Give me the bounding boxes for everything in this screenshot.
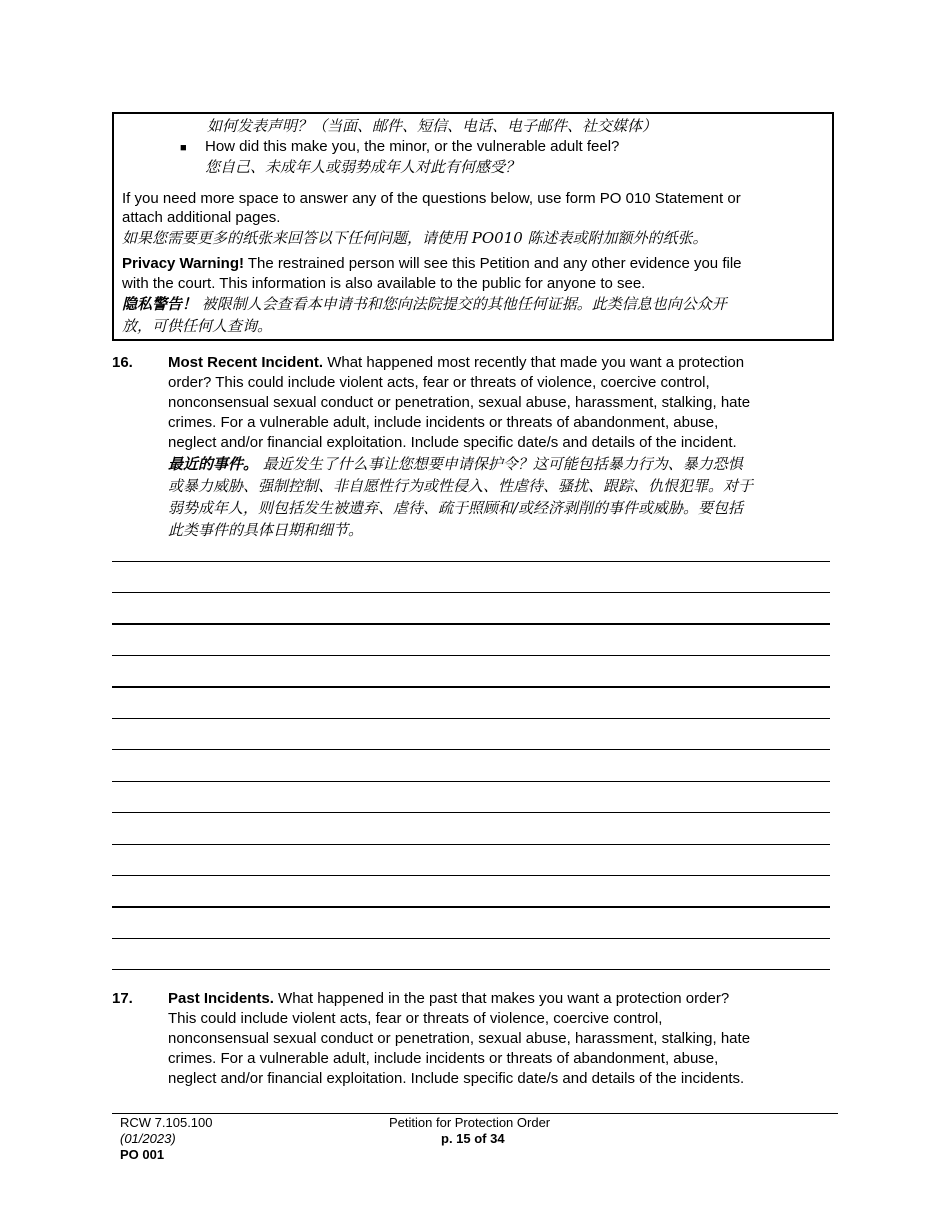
privacy-warning-2: with the court. This information is also available to the public for anyone to see. [122, 275, 646, 292]
bullet-icon: ■ [180, 142, 187, 154]
footer-form-id: PO 001 [120, 1147, 165, 1162]
feel-question-zh: 您自己、未成年人或弱势成年人对此有何感受？ [205, 158, 521, 176]
privacy-warning-zh-2: 放，可供任何人查询。 [122, 317, 273, 335]
answer-line[interactable] [112, 906, 830, 908]
statement-method-zh: 如何发表声明？（当面、邮件、短信、电话、电子邮件、社交媒体） [207, 117, 658, 135]
footer-statute: RCW 7.105.100 [120, 1115, 213, 1130]
answer-line[interactable] [112, 655, 830, 656]
answer-line[interactable] [112, 561, 830, 562]
privacy-warning-zh-1: 隐私警告！ 被限制人会查看本申请书和您向法院提交的其他任何证据。此类信息也向公众开 [122, 295, 727, 313]
section-16-title: Most Recent Incident. [168, 354, 324, 371]
section-16-title-zh: 最近的事件。 [168, 455, 259, 473]
answer-line[interactable] [112, 938, 830, 939]
footer-divider [112, 1113, 838, 1114]
privacy-warning-1: Privacy Warning! The restrained person will see this Petition and any other evidence you file [122, 255, 742, 272]
answer-line[interactable] [112, 749, 830, 750]
more-space-text-2: attach additional pages. [122, 209, 281, 226]
answer-line[interactable] [112, 781, 830, 782]
answer-line[interactable] [112, 969, 830, 970]
answer-line[interactable] [112, 623, 830, 625]
footer-date: (01/2023) [120, 1131, 176, 1146]
section-17-number: 17. [112, 990, 133, 1007]
notice-box [112, 112, 834, 341]
section-16-body: Most Recent Incident. What happened most recently that made you want a protection order? This could include violent acts, fear or threats of violence, coercive control, nonconsensual sexual conduct or penetration, sexual abuse, harassment, stalking, hate crimes. For a vulnerable adult, include incidents or threats of abandonment, abuse, neglect and/or financial exploitation. Include specific date/s and details of the incident. 最近的事件。 最近发生了什么事让您想要申请保护令？这可能包括暴力行为、暴力恐惧 或暴力威胁、强制控制、非自愿性行为或性侵入、性虐待、骚扰、跟踪、仇恨犯罪。对于 弱势成年人，则包括发生被遗弃、虐待、疏于照顾和/或经济剥削的事件或威胁。要包括 此类事件的具体日期和细节。 [168, 354, 754, 539]
more-space-text-zh: 如果您需要更多的纸张来回答以下任何问题，请使用 PO010 陈述表或附加额外的纸张。 [122, 229, 708, 247]
answer-line[interactable] [112, 875, 830, 876]
feel-question: How did this make you, the minor, or the vulnerable adult feel? [205, 138, 620, 155]
footer-page-number: p. 15 of 34 [441, 1131, 505, 1146]
answer-line[interactable] [112, 592, 830, 593]
section-17-body: Past Incidents. What happened in the past that makes you want a protection order? This could include violent acts, fear or threats of violence, coercive control, nonconsensual sexual conduct or penetration, sexual abuse, harassment, stalking, hate crimes. For a vulnerable adult, include incidents or threats of abandonment, abuse, neglect and/or financial exploitation. Include specific date/s and details of the incidents. [168, 990, 751, 1087]
answer-line[interactable] [112, 812, 830, 813]
more-space-text-1: If you need more space to answer any of the questions below, use form PO 010 Statement or [122, 190, 741, 207]
privacy-warning-label: Privacy Warning! [122, 255, 244, 272]
privacy-warning-label-zh: 隐私警告！ [122, 295, 198, 313]
answer-line[interactable] [112, 686, 830, 688]
answer-line[interactable] [112, 844, 830, 845]
section-16-number: 16. [112, 354, 133, 371]
footer-form-title: Petition for Protection Order [389, 1115, 551, 1130]
answer-line[interactable] [112, 718, 830, 719]
section-17-title: Past Incidents. [168, 990, 274, 1007]
